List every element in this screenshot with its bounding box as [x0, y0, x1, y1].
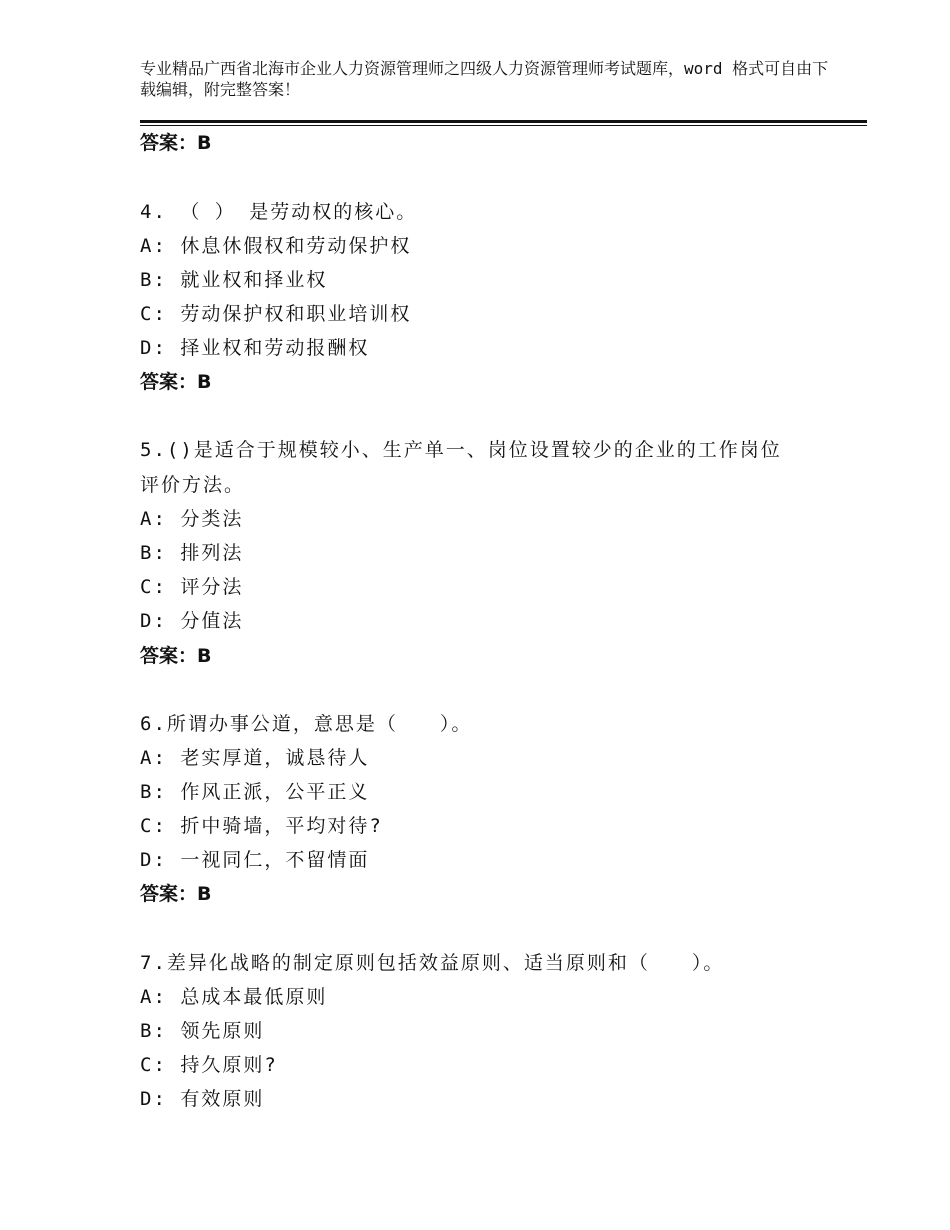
question-4-option-c: C: 劳动保护权和职业培训权 — [140, 303, 412, 325]
question-7-option-b: B: 领先原则 — [140, 1020, 265, 1042]
question-7-option-c: C: 持久原则? — [140, 1054, 278, 1076]
question-5-stem-line2: 评价方法。 — [140, 474, 246, 496]
question-7-stem: 7.差异化战略的制定原则包括效益原则、适当原则和（ ）。 — [140, 952, 725, 974]
header-rule-thick — [140, 120, 867, 123]
question-6-answer: 答案：B — [140, 883, 212, 905]
question-5-option-d: D: 分值法 — [140, 610, 244, 632]
answer-previous: 答案：B — [140, 132, 212, 154]
document-header: 专业精品广西省北海市企业人力资源管理师之四级人力资源管理师考试题库，word 格式可自由下载编辑，附完整答案！ — [140, 59, 829, 99]
question-5-stem-line1: 5.()是适合于规模较小、生产单一、岗位设置较少的企业的工作岗位 — [140, 439, 782, 461]
question-6-option-c: C: 折中骑墙，平均对待? — [140, 815, 383, 837]
question-6-option-b: B: 作风正派，公平正义 — [140, 781, 370, 803]
question-6-stem: 6.所谓办事公道，意思是（ ）。 — [140, 713, 473, 735]
question-5-option-a: A: 分类法 — [140, 508, 244, 530]
question-4-answer: 答案：B — [140, 371, 212, 393]
header-rule-thin — [140, 125, 867, 126]
question-6-option-d: D: 一视同仁，不留情面 — [140, 849, 370, 871]
question-5-option-b: B: 排列法 — [140, 542, 244, 564]
question-7-option-a: A: 总成本最低原则 — [140, 986, 328, 1008]
question-5-answer: 答案：B — [140, 645, 212, 667]
question-5-option-c: C: 评分法 — [140, 576, 244, 598]
question-7-option-d: D: 有效原则 — [140, 1088, 265, 1110]
question-4-option-b: B: 就业权和择业权 — [140, 269, 328, 291]
question-4-option-a: A: 休息休假权和劳动保护权 — [140, 235, 412, 257]
question-4-stem: 4. （ ） 是劳动权的核心。 — [140, 201, 418, 223]
question-6-option-a: A: 老实厚道，诚恳待人 — [140, 747, 370, 769]
question-4-option-d: D: 择业权和劳动报酬权 — [140, 337, 370, 359]
